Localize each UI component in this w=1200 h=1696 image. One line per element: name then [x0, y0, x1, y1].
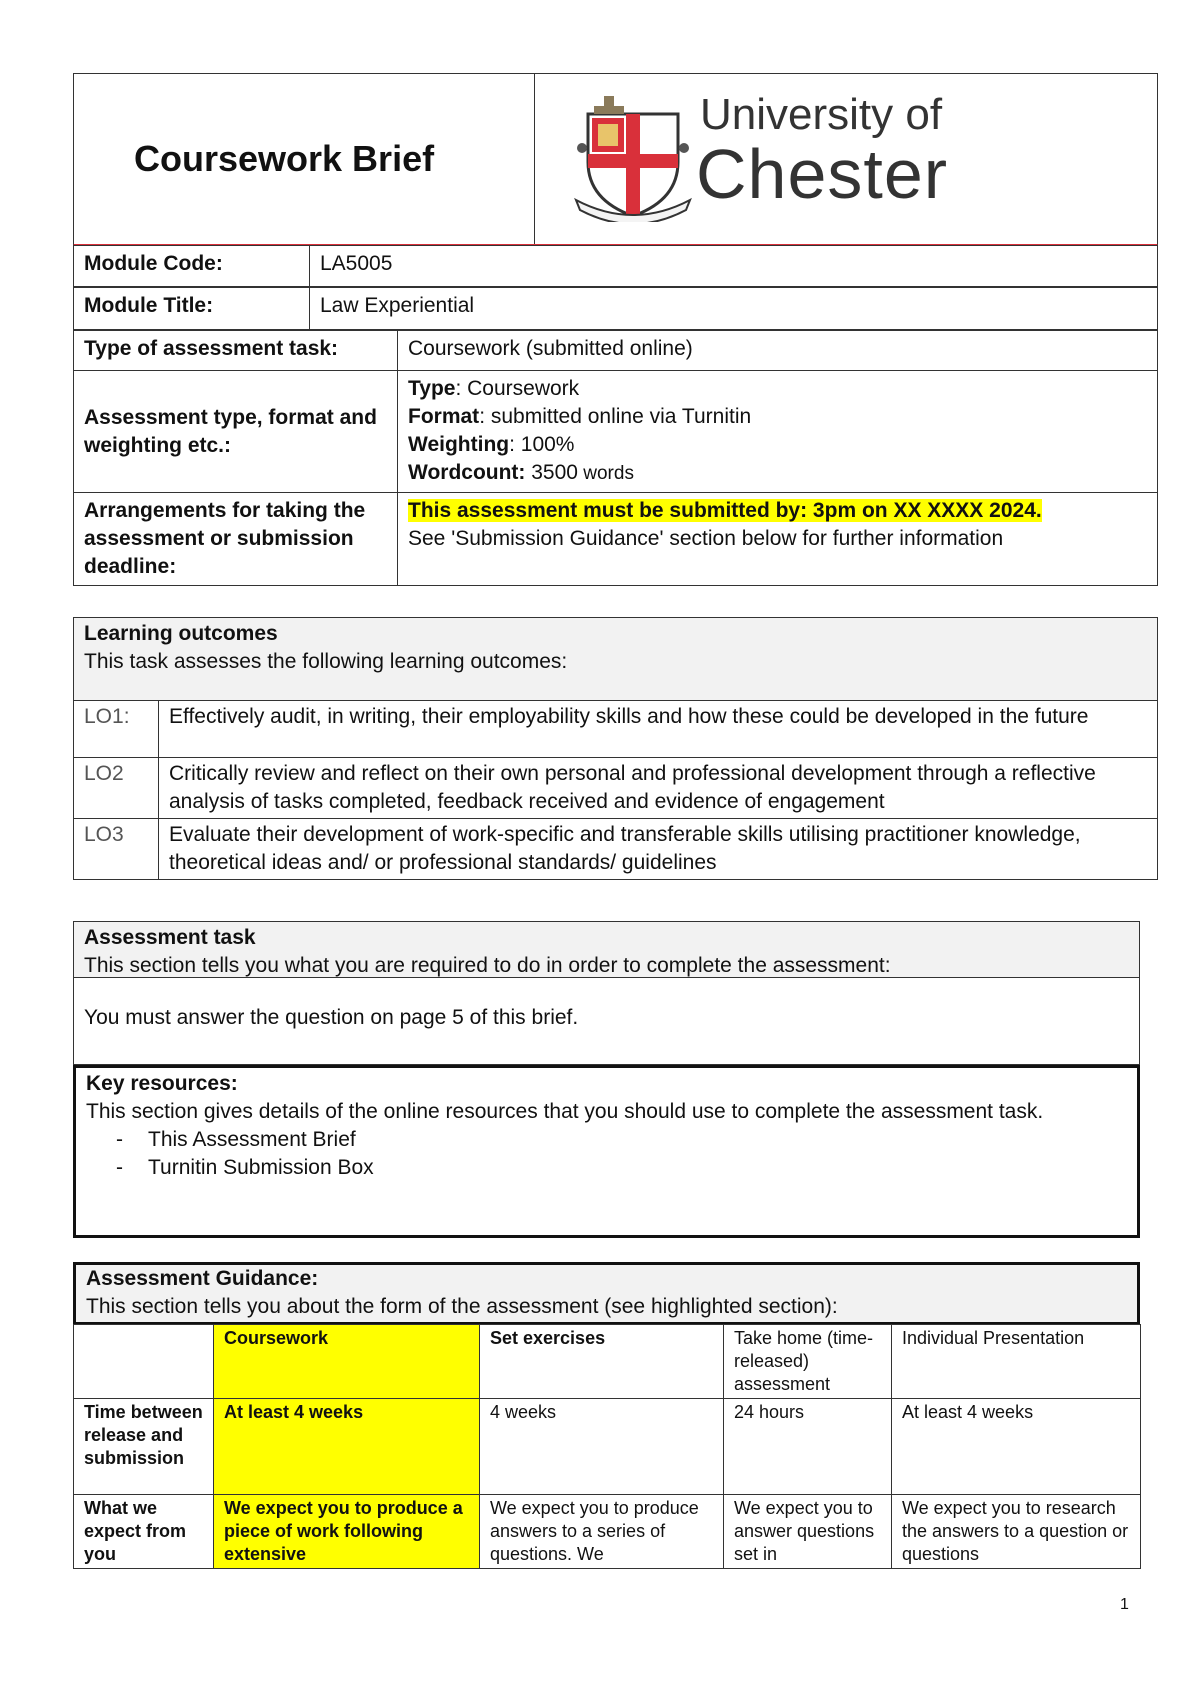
table-header-cell: Set exercises	[480, 1325, 724, 1399]
assessment-task-heading: Assessment task	[84, 926, 256, 949]
assessment-guidance-intro: This section tells you about the form of the assessment (see highlighted section):	[86, 1295, 838, 1318]
table-header-cell	[74, 1325, 214, 1399]
task-type-value: Coursework (submitted online)	[398, 331, 1158, 371]
list-item: - Turnitin Submission Box	[76, 1154, 1127, 1182]
table-row	[74, 1399, 1141, 1495]
document-header	[73, 73, 1158, 246]
format-label: Assessment type, format and weighting etc.:	[74, 371, 398, 493]
key-resources-intro: This section gives details of the online resources that you should use to complete the assessment task.	[86, 1100, 1044, 1123]
deadline-value: This assessment must be submitted by: 3pm on XX XXXX 2024.	[408, 499, 1042, 522]
learning-outcomes-header	[73, 617, 1158, 701]
table-cell: 24 hours	[724, 1399, 892, 1495]
table-header-cell: Take home (time-released) assessment	[724, 1325, 892, 1399]
learning-outcomes-table	[73, 700, 1158, 880]
university-name-line1: University of	[700, 90, 943, 139]
format-line: Format: submitted online via Turnitin	[408, 405, 752, 428]
table-header-cell: Coursework	[214, 1325, 480, 1399]
assessment-guidance-table	[73, 1324, 1140, 1569]
table-row	[74, 1495, 1141, 1569]
document-title: Coursework Brief	[134, 138, 435, 179]
key-resources-heading: Key resources:	[86, 1072, 238, 1095]
lo-code: LO1:	[74, 701, 159, 758]
assessment-task-body-box	[73, 977, 1140, 1065]
table-header-cell: Individual Presentation	[892, 1325, 1141, 1399]
module-title-label: Module Title:	[74, 288, 310, 330]
wordcount-line: Wordcount: 3500 words	[408, 461, 634, 484]
assessment-task-body: You must answer the question on page 5 of this brief.	[84, 1006, 579, 1029]
row-label: What we expect from you	[74, 1495, 214, 1569]
table-cell: We expect you to produce answers to a series of questions. We	[480, 1495, 724, 1569]
module-title-value: Law Experiential	[310, 288, 1158, 330]
weighting-line: Weighting: 100%	[408, 433, 575, 456]
table-cell: 4 weeks	[480, 1399, 724, 1495]
deadline-cell	[398, 493, 1158, 586]
deadline-note: See 'Submission Guidance' section below for further information	[408, 527, 1004, 550]
lo-text: Critically review and reflect on their own personal and professional development through a reflective analysis of tasks completed, feedback received and evidence of engagement	[159, 758, 1158, 819]
module-code-label: Module Code:	[74, 246, 310, 287]
assessment-guidance-heading: Assessment Guidance:	[86, 1267, 319, 1290]
lo-text: Evaluate their development of work-specific and transferable skills utilising practitioner knowledge, theoretical ideas and/ or professional standards/ guidelines	[159, 819, 1158, 880]
table-cell: At least 4 weeks	[214, 1399, 480, 1495]
module-info-table	[73, 245, 1158, 586]
task-type-label: Type of assessment task:	[74, 331, 398, 371]
table-cell: At least 4 weeks	[892, 1399, 1141, 1495]
module-code-value: LA5005	[310, 246, 1158, 287]
learning-outcomes-intro: This task assesses the following learning outcomes:	[84, 650, 568, 673]
type-line: Type: Coursework	[408, 377, 580, 400]
learning-outcomes-heading: Learning outcomes	[84, 622, 278, 645]
format-details	[398, 371, 1158, 493]
list-item: - This Assessment Brief	[76, 1126, 1127, 1154]
deadline-label: Arrangements for taking the assessment or submission deadline:	[74, 493, 398, 586]
lo-code: LO3	[74, 819, 159, 880]
lo-code: LO2	[74, 758, 159, 819]
assessment-task-header	[73, 921, 1140, 978]
table-cell: We expect you to research the answers to a question or questions	[892, 1495, 1141, 1569]
table-cell: We expect you to produce a piece of work following extensive	[214, 1495, 480, 1569]
table-cell: We expect you to answer questions set in	[724, 1495, 892, 1569]
university-crest-icon	[574, 92, 692, 222]
lo-text: Effectively audit, in writing, their employability skills and how these could be developed in the future	[159, 701, 1158, 758]
key-resources-box	[73, 1065, 1140, 1238]
header-divider	[534, 74, 535, 244]
assessment-task-intro: This section tells you what you are required to do in order to complete the assessment:	[84, 954, 891, 977]
university-name-line2: Chester	[696, 135, 949, 213]
row-label: Time between release and submission	[74, 1399, 214, 1495]
page-number: 1	[1120, 1596, 1129, 1613]
assessment-guidance-header	[73, 1262, 1140, 1325]
